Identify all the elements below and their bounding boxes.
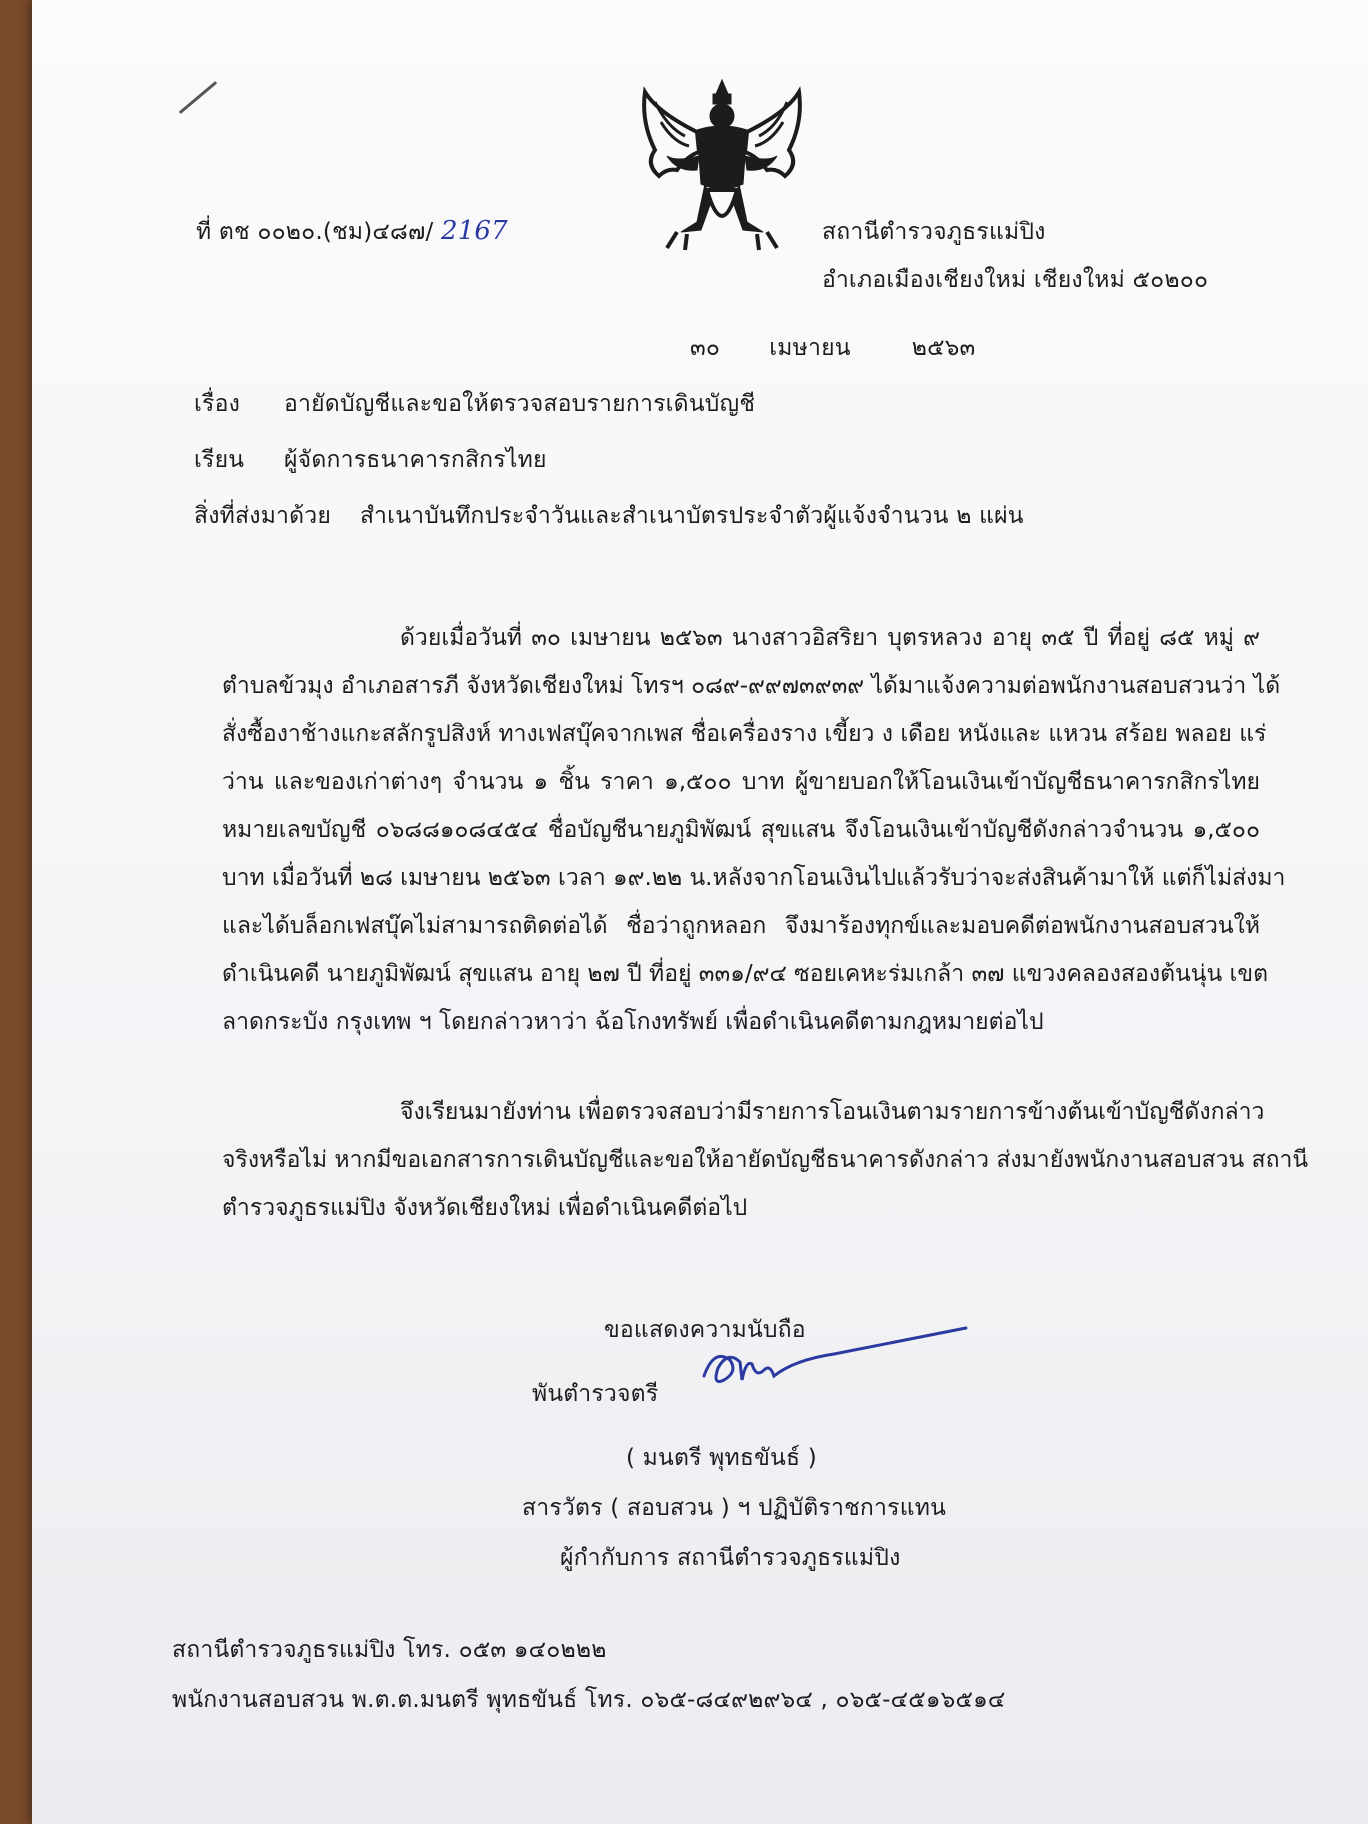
date-year: ๒๕๖๓ — [911, 335, 976, 361]
body-line: ดำเนินคดี นายภูมิพัฒน์ สุขแสน อายุ ๒๗ ปี ที่อยู่ ๓๓๑/๙๔ ซอยเคหะร่มเกล้า ๓๗ แขวงคลองสองต้นนุ่น เขต — [222, 961, 1269, 987]
letter-date — [690, 330, 975, 366]
reference-number — [196, 214, 508, 250]
enclosure-label: สิ่งที่ส่งมาด้วย — [194, 503, 332, 529]
document-page — [32, 0, 1368, 1824]
reference-number-handwritten: 2167 — [440, 216, 508, 246]
closing-regards: ขอแสดงความนับถือ — [604, 1317, 806, 1343]
addressee-label: เรียน — [194, 447, 245, 473]
body-line: สั่งซื้องาช้างแกะสลักรูปสิงห์ ทางเฟสบุ๊คจากเพส ชื่อเครื่องราง เขี้ยว ง เดือย หนังและ แหวน สร้อย พลอย แร่ — [222, 721, 1267, 747]
reference-number-printed: ที่ ตช ๐๐๒๐.(ชม)๔๘๗/ — [196, 219, 434, 245]
body-line: ตำบลข้วมุง อำเภอสารภี จังหวัดเชียงใหม่ โทรฯ ๐๘๙-๙๙๗๓๙๓๙ ได้มาแจ้งความต่อพนักงานสอบสวนว่า ได้ — [222, 673, 1281, 699]
date-day: ๓๐ — [690, 335, 721, 361]
body-line: จึงเรียนมายังท่าน เพื่อตรวจสอบว่ามีรายการโอนเงินตามรายการข้างต้นเข้าบัญชีดังกล่าว — [400, 1099, 1265, 1125]
signature — [694, 1320, 974, 1400]
body-line: หมายเลขบัญชี ๐๖๘๘๑๐๘๔๕๔ ชื่อบัญชีนายภูมิพัฒน์ สุขแสน จึงโอนเงินเข้าบัญชีดังกล่าวจำนวน ๑,๕๐๐ — [222, 817, 1260, 843]
footer-office-phone: สถานีตำรวจภูธรแม่ปิง โทร. ๐๕๓ ๑๔๐๒๒๒ — [172, 1637, 607, 1663]
garuda-emblem — [637, 72, 807, 252]
subject-label: เรื่อง — [194, 391, 241, 417]
body-line: ลาดกระบัง กรุงเทพ ฯ โดยกล่าวหาว่า ฉ้อโกงทรัพย์ เพื่อดำเนินคดีตามกฎหมายต่อไป — [222, 1009, 1044, 1035]
footer-investigator-phone: พนักงานสอบสวน พ.ต.ต.มนตรี พุทธขันธ์ โทร. ๐๖๕-๘๔๙๒๙๖๔ , ๐๖๕-๔๕๑๖๕๑๔ — [172, 1687, 1006, 1713]
sender-office: สถานีตำรวจภูธรแม่ปิง — [822, 219, 1046, 245]
body-line: ด้วยเมื่อวันที่ ๓๐ เมษายน ๒๕๖๓ นางสาวอิสริยา บุตรหลวง อายุ ๓๕ ปี ที่อยู่ ๘๕ หมู่ ๙ — [400, 625, 1260, 651]
signer-position-2: ผู้กำกับการ สถานีตำรวจภูธรแม่ปิง — [560, 1545, 901, 1571]
enclosure-value: สำเนาบันทึกประจำวันและสำเนาบัตรประจำตัวผู้แจ้งจำนวน ๒ แผ่น — [360, 503, 1024, 529]
body-line: ว่าน และของเก่าต่างๆ จำนวน ๑ ชิ้น ราคา ๑,๕๐๐ บาท ผู้ขายบอกให้โอนเงินเข้าบัญชีธนาคารกสิกรไทย — [222, 769, 1260, 795]
body-line: ตำรวจภูธรแม่ปิง จังหวัดเชียงใหม่ เพื่อดำเนินคดีต่อไป — [222, 1195, 748, 1221]
body-paragraph-2 — [222, 1088, 1309, 1232]
body-line: บาท เมื่อวันที่ ๒๘ เมษายน ๒๕๖๓ เวลา ๑๙.๒๒ น.หลังจากโอนเงินไปแล้วรับว่าจะส่งสินค้ามาให้ แต่ก็ไม่ส่งมา — [222, 865, 1286, 891]
body-line: และได้บล็อกเฟสบุ๊คไม่สามารถติดต่อได้ ชื่อว่าถูกหลอก จึงมาร้องทุกข์และมอบคดีต่อพนักงานสอบสวนให้ — [222, 913, 1260, 939]
body-line: จริงหรือไม่ หากมีขอเอกสารการเดินบัญชีและขอให้อายัดบัญชีธนาคารดังกล่าว ส่งมายังพนักงานสอบสวน สถานี — [222, 1147, 1309, 1173]
subject-value: อายัดบัญชีและขอให้ตรวจสอบรายการเดินบัญชี — [284, 391, 756, 417]
signer-position-1: สารวัตร ( สอบสวน ) ฯ ปฏิบัติราชการแทน — [522, 1495, 947, 1521]
signer-rank: พันตำรวจตรี — [532, 1381, 659, 1407]
pen-mark — [179, 81, 218, 114]
sender-address: อำเภอเมืองเชียงใหม่ เชียงใหม่ ๕๐๒๐๐ — [822, 267, 1209, 293]
addressee-value: ผู้จัดการธนาคารกสิกรไทย — [284, 447, 547, 473]
signer-name: ( มนตรี พุทธขันธ์ ) — [626, 1445, 817, 1471]
body-paragraph-1 — [222, 614, 1286, 1046]
date-month: เมษายน — [769, 335, 851, 361]
